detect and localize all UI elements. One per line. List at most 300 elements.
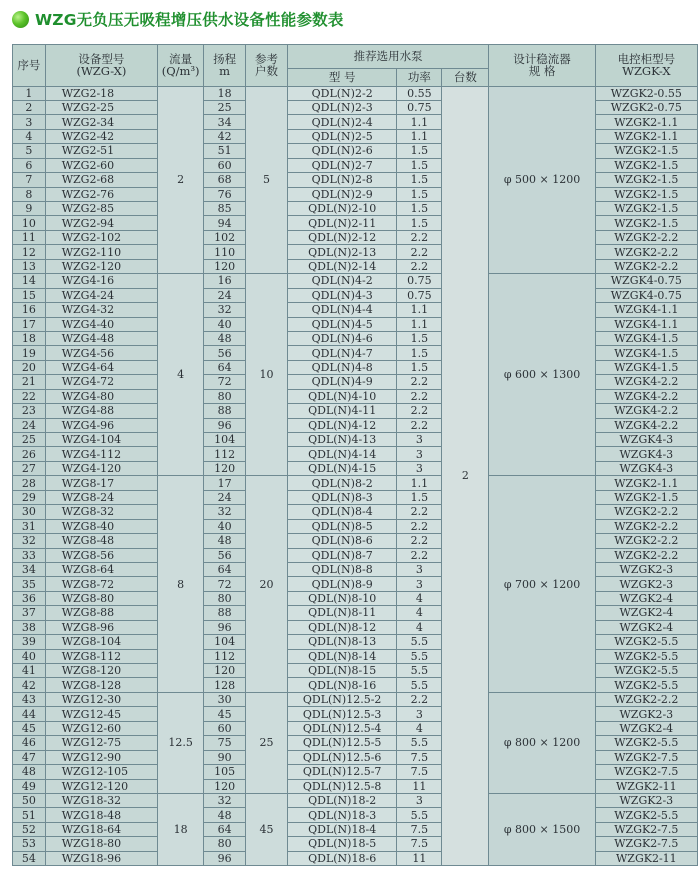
row-pump-power: 4 (397, 606, 442, 620)
header-households (246, 45, 288, 87)
row-head: 24 (204, 288, 246, 302)
table-row (13, 144, 698, 158)
row-pump-power: 0.75 (397, 288, 442, 302)
row-pump-power: 5.5 (397, 808, 442, 822)
group-flow: 12.5 (158, 692, 204, 793)
row-no: 40 (13, 649, 46, 663)
table-header (13, 45, 698, 87)
row-model: WZG4-96 (45, 418, 157, 432)
row-pump-model: QDL(N)2-10 (287, 202, 396, 216)
row-pump-model: QDL(N)4-9 (287, 375, 396, 389)
title-text: WZG无负压无吸程增压供水设备性能参数表 (35, 11, 344, 29)
table-row (13, 346, 698, 360)
row-cabinet: WZGK2-1.5 (595, 144, 697, 158)
row-head: 76 (204, 187, 246, 201)
row-cabinet: WZGK2-11 (595, 851, 697, 865)
row-pump-power: 11 (397, 779, 442, 793)
row-no: 13 (13, 259, 46, 273)
row-pump-power: 1.1 (397, 476, 442, 490)
row-cabinet: WZGK2-4 (595, 721, 697, 735)
row-model: WZG8-72 (45, 577, 157, 591)
row-head: 17 (204, 476, 246, 490)
row-cabinet: WZGK2-7.5 (595, 822, 697, 836)
row-model: WZG8-104 (45, 635, 157, 649)
row-pump-power: 3 (397, 461, 442, 475)
row-pump-model: QDL(N)2-9 (287, 187, 396, 201)
header-flow-label: 流量 (169, 51, 193, 66)
row-model: WZG4-40 (45, 317, 157, 331)
row-cabinet: WZGK4-1.5 (595, 360, 697, 374)
row-model: WZG18-80 (45, 837, 157, 851)
table-row (13, 505, 698, 519)
row-model: WZG8-17 (45, 476, 157, 490)
table-row (13, 288, 698, 302)
row-pump-model: QDL(N)2-2 (287, 86, 396, 100)
group-flow: 4 (158, 274, 204, 476)
row-model: WZG2-94 (45, 216, 157, 230)
pump-qty: 2 (442, 86, 489, 866)
table-row (13, 534, 698, 548)
row-model: WZG12-45 (45, 707, 157, 721)
row-cabinet: WZGK2-11 (595, 779, 697, 793)
row-head: 48 (204, 331, 246, 345)
row-head: 60 (204, 158, 246, 172)
row-pump-power: 2.2 (397, 534, 442, 548)
group-households: 10 (246, 274, 288, 476)
row-pump-model: QDL(N)2-11 (287, 216, 396, 230)
row-cabinet: WZGK4-3 (595, 447, 697, 461)
table-row (13, 129, 698, 143)
performance-table (12, 44, 698, 866)
row-model: WZG18-32 (45, 793, 157, 807)
row-no: 33 (13, 548, 46, 562)
row-model: WZG18-48 (45, 808, 157, 822)
row-no: 6 (13, 158, 46, 172)
row-no: 23 (13, 404, 46, 418)
row-no: 22 (13, 389, 46, 403)
row-head: 88 (204, 606, 246, 620)
row-pump-power: 1.5 (397, 490, 442, 504)
row-pump-power: 1.5 (397, 216, 442, 230)
row-cabinet: WZGK2-1.1 (595, 129, 697, 143)
row-model: WZG4-104 (45, 433, 157, 447)
row-model: WZG18-96 (45, 851, 157, 865)
row-pump-model: QDL(N)8-12 (287, 620, 396, 634)
table-row (13, 303, 698, 317)
row-cabinet: WZGK2-3 (595, 577, 697, 591)
row-cabinet: WZGK2-2.2 (595, 230, 697, 244)
row-model: WZG12-105 (45, 765, 157, 779)
table-row (13, 837, 698, 851)
row-pump-model: QDL(N)2-12 (287, 230, 396, 244)
row-no: 16 (13, 303, 46, 317)
row-pump-model: QDL(N)4-14 (287, 447, 396, 461)
row-cabinet: WZGK2-7.5 (595, 765, 697, 779)
row-cabinet: WZGK2-7.5 (595, 750, 697, 764)
row-cabinet: WZGK2-5.5 (595, 664, 697, 678)
table-row (13, 418, 698, 432)
row-pump-power: 5.5 (397, 664, 442, 678)
table-row (13, 851, 698, 865)
row-head: 112 (204, 649, 246, 663)
row-head: 128 (204, 678, 246, 692)
row-head: 40 (204, 317, 246, 331)
group-households: 25 (246, 692, 288, 793)
header-head (204, 45, 246, 87)
row-model: WZG8-96 (45, 620, 157, 634)
row-pump-model: QDL(N)4-6 (287, 331, 396, 345)
row-no: 42 (13, 678, 46, 692)
row-pump-power: 2.2 (397, 505, 442, 519)
row-cabinet: WZGK2-0.55 (595, 86, 697, 100)
row-pump-model: QDL(N)12.5-4 (287, 721, 396, 735)
row-head: 96 (204, 851, 246, 865)
row-model: WZG4-56 (45, 346, 157, 360)
header-pump-power: 功率 (397, 68, 442, 86)
row-cabinet: WZGK2-1.1 (595, 115, 697, 129)
row-head: 32 (204, 303, 246, 317)
row-model: WZG2-34 (45, 115, 157, 129)
row-no: 15 (13, 288, 46, 302)
row-no: 21 (13, 375, 46, 389)
row-no: 30 (13, 505, 46, 519)
row-pump-power: 7.5 (397, 822, 442, 836)
row-cabinet: WZGK2-2.2 (595, 259, 697, 273)
table-row (13, 389, 698, 403)
table-row (13, 548, 698, 562)
row-head: 24 (204, 490, 246, 504)
row-no: 48 (13, 765, 46, 779)
row-cabinet: WZGK4-1.5 (595, 331, 697, 345)
table-row (13, 664, 698, 678)
row-cabinet: WZGK2-2.2 (595, 534, 697, 548)
group-households: 5 (246, 86, 288, 274)
row-pump-model: QDL(N)2-13 (287, 245, 396, 259)
row-no: 41 (13, 664, 46, 678)
row-pump-power: 4 (397, 591, 442, 605)
header-households-label: 参考 (255, 51, 279, 66)
row-cabinet: WZGK2-2.2 (595, 245, 697, 259)
row-head: 48 (204, 534, 246, 548)
table-row (13, 245, 698, 259)
row-pump-model: QDL(N)2-5 (287, 129, 396, 143)
row-head: 32 (204, 793, 246, 807)
row-head: 56 (204, 548, 246, 562)
row-pump-power: 2.2 (397, 230, 442, 244)
row-no: 26 (13, 447, 46, 461)
row-model: WZG2-42 (45, 129, 157, 143)
row-head: 56 (204, 346, 246, 360)
row-head: 104 (204, 433, 246, 447)
row-model: WZG8-56 (45, 548, 157, 562)
row-model: WZG12-60 (45, 721, 157, 735)
row-pump-power: 2.2 (397, 418, 442, 432)
row-pump-power: 2.2 (397, 375, 442, 389)
row-no: 45 (13, 721, 46, 735)
row-model: WZG2-51 (45, 144, 157, 158)
row-pump-power: 0.55 (397, 86, 442, 100)
row-cabinet: WZGK4-1.5 (595, 346, 697, 360)
row-head: 68 (204, 173, 246, 187)
row-model: WZG4-72 (45, 375, 157, 389)
row-head: 18 (204, 86, 246, 100)
row-pump-power: 1.5 (397, 144, 442, 158)
header-flow-unit: (Q/m³) (161, 64, 200, 79)
row-cabinet: WZGK2-3 (595, 707, 697, 721)
row-pump-power: 1.1 (397, 303, 442, 317)
row-no: 2 (13, 100, 46, 114)
row-model: WZG8-40 (45, 519, 157, 533)
row-cabinet: WZGK2-5.5 (595, 808, 697, 822)
row-pump-model: QDL(N)8-7 (287, 548, 396, 562)
row-model: WZG8-112 (45, 649, 157, 663)
row-cabinet: WZGK2-1.5 (595, 173, 697, 187)
table-body (13, 86, 698, 866)
table-row (13, 562, 698, 576)
row-no: 46 (13, 736, 46, 750)
row-cabinet: WZGK2-3 (595, 793, 697, 807)
row-no: 53 (13, 837, 46, 851)
row-pump-power: 7.5 (397, 837, 442, 851)
row-pump-power: 2.2 (397, 404, 442, 418)
row-head: 48 (204, 808, 246, 822)
row-pump-model: QDL(N)4-4 (287, 303, 396, 317)
row-pump-model: QDL(N)4-8 (287, 360, 396, 374)
table-row (13, 317, 698, 331)
row-no: 52 (13, 822, 46, 836)
row-head: 102 (204, 230, 246, 244)
row-pump-model: QDL(N)2-6 (287, 144, 396, 158)
group-stabilizer: φ 600 × 1300 (489, 274, 595, 476)
table-row (13, 635, 698, 649)
row-no: 54 (13, 851, 46, 865)
row-head: 94 (204, 216, 246, 230)
row-pump-model: QDL(N)4-11 (287, 404, 396, 418)
row-no: 34 (13, 562, 46, 576)
row-model: WZG4-64 (45, 360, 157, 374)
table-row (13, 606, 698, 620)
table-row (13, 490, 698, 504)
row-model: WZG4-32 (45, 303, 157, 317)
row-head: 16 (204, 274, 246, 288)
row-pump-model: QDL(N)8-6 (287, 534, 396, 548)
row-model: WZG4-88 (45, 404, 157, 418)
row-model: WZG12-75 (45, 736, 157, 750)
row-pump-power: 1.5 (397, 331, 442, 345)
row-pump-model: QDL(N)18-6 (287, 851, 396, 865)
row-head: 85 (204, 202, 246, 216)
row-model: WZG8-24 (45, 490, 157, 504)
row-pump-power: 11 (397, 851, 442, 865)
row-no: 47 (13, 750, 46, 764)
table-row (13, 707, 698, 721)
row-model: WZG8-128 (45, 678, 157, 692)
row-model: WZG8-80 (45, 591, 157, 605)
row-no: 18 (13, 331, 46, 345)
row-pump-model: QDL(N)4-2 (287, 274, 396, 288)
table-row (13, 187, 698, 201)
header-pump-qty: 台数 (442, 68, 489, 86)
row-pump-model: QDL(N)2-14 (287, 259, 396, 273)
row-pump-model: QDL(N)18-2 (287, 793, 396, 807)
row-cabinet: WZGK2-2.2 (595, 505, 697, 519)
row-cabinet: WZGK2-3 (595, 562, 697, 576)
row-model: WZG8-48 (45, 534, 157, 548)
table-row (13, 461, 698, 475)
row-model: WZG8-120 (45, 664, 157, 678)
row-pump-model: QDL(N)4-10 (287, 389, 396, 403)
row-no: 17 (13, 317, 46, 331)
header-cabinet (595, 45, 697, 87)
row-head: 96 (204, 620, 246, 634)
row-no: 10 (13, 216, 46, 230)
table-row (13, 721, 698, 735)
row-pump-model: QDL(N)18-4 (287, 822, 396, 836)
table-row (13, 519, 698, 533)
row-cabinet: WZGK2-7.5 (595, 837, 697, 851)
row-no: 35 (13, 577, 46, 591)
row-pump-power: 3 (397, 793, 442, 807)
row-pump-power: 5.5 (397, 736, 442, 750)
header-pump-model: 型 号 (287, 68, 396, 86)
group-stabilizer: φ 800 × 1200 (489, 692, 595, 793)
row-pump-model: QDL(N)4-3 (287, 288, 396, 302)
row-pump-model: QDL(N)12.5-7 (287, 765, 396, 779)
row-head: 30 (204, 692, 246, 706)
table-row (13, 216, 698, 230)
row-head: 105 (204, 765, 246, 779)
row-cabinet: WZGK4-3 (595, 433, 697, 447)
row-no: 50 (13, 793, 46, 807)
row-cabinet: WZGK4-2.2 (595, 418, 697, 432)
row-no: 28 (13, 476, 46, 490)
row-no: 7 (13, 173, 46, 187)
row-model: WZG4-80 (45, 389, 157, 403)
row-pump-power: 4 (397, 620, 442, 634)
row-head: 64 (204, 360, 246, 374)
row-pump-model: QDL(N)2-4 (287, 115, 396, 129)
row-head: 40 (204, 519, 246, 533)
row-pump-model: QDL(N)8-2 (287, 476, 396, 490)
row-pump-power: 2.2 (397, 389, 442, 403)
row-head: 75 (204, 736, 246, 750)
row-pump-power: 1.1 (397, 317, 442, 331)
row-model: WZG8-88 (45, 606, 157, 620)
row-pump-power: 0.75 (397, 100, 442, 114)
header-pump-group: 推荐选用水泵 (287, 45, 488, 69)
row-pump-power: 3 (397, 447, 442, 461)
header-model-sub: (WZG-X) (76, 64, 127, 79)
table-row (13, 447, 698, 461)
row-model: WZG4-24 (45, 288, 157, 302)
row-cabinet: WZGK2-5.5 (595, 736, 697, 750)
row-head: 90 (204, 750, 246, 764)
row-pump-power: 1.5 (397, 202, 442, 216)
row-model: WZG12-120 (45, 779, 157, 793)
row-pump-model: QDL(N)18-5 (287, 837, 396, 851)
row-no: 3 (13, 115, 46, 129)
row-head: 88 (204, 404, 246, 418)
table-row (13, 274, 698, 288)
row-head: 96 (204, 418, 246, 432)
group-households: 45 (246, 793, 288, 865)
row-no: 9 (13, 202, 46, 216)
row-pump-power: 3 (397, 433, 442, 447)
row-no: 25 (13, 433, 46, 447)
row-cabinet: WZGK2-1.5 (595, 490, 697, 504)
row-pump-model: QDL(N)8-9 (287, 577, 396, 591)
bullet-ball-icon (12, 11, 29, 28)
row-head: 64 (204, 822, 246, 836)
table-row (13, 765, 698, 779)
row-model: WZG4-120 (45, 461, 157, 475)
table-row (13, 375, 698, 389)
row-no: 20 (13, 360, 46, 374)
row-pump-power: 2.2 (397, 519, 442, 533)
row-no: 11 (13, 230, 46, 244)
table-row (13, 736, 698, 750)
row-pump-model: QDL(N)8-8 (287, 562, 396, 576)
group-stabilizer: φ 700 × 1200 (489, 476, 595, 693)
row-cabinet: WZGK2-5.5 (595, 635, 697, 649)
row-cabinet: WZGK4-2.2 (595, 389, 697, 403)
table-row (13, 360, 698, 374)
row-pump-model: QDL(N)12.5-3 (287, 707, 396, 721)
row-cabinet: WZGK2-1.5 (595, 158, 697, 172)
row-no: 27 (13, 461, 46, 475)
row-model: WZG2-110 (45, 245, 157, 259)
header-head-unit: m (219, 64, 231, 79)
header-cabinet-sub: WZGK-X (622, 64, 671, 79)
row-pump-model: QDL(N)2-7 (287, 158, 396, 172)
row-pump-power: 5.5 (397, 635, 442, 649)
row-pump-model: QDL(N)8-10 (287, 591, 396, 605)
header-model (45, 45, 157, 87)
table-row (13, 115, 698, 129)
row-cabinet: WZGK2-5.5 (595, 678, 697, 692)
row-no: 38 (13, 620, 46, 634)
row-pump-model: QDL(N)4-13 (287, 433, 396, 447)
row-head: 51 (204, 144, 246, 158)
table-row (13, 86, 698, 100)
row-pump-power: 2.2 (397, 259, 442, 273)
row-model: WZG8-32 (45, 505, 157, 519)
row-pump-power: 4 (397, 721, 442, 735)
group-flow: 18 (158, 793, 204, 865)
table-row (13, 822, 698, 836)
row-pump-model: QDL(N)12.5-6 (287, 750, 396, 764)
row-head: 45 (204, 707, 246, 721)
row-no: 8 (13, 187, 46, 201)
row-cabinet: WZGK4-1.1 (595, 317, 697, 331)
header-flow (158, 45, 204, 87)
row-head: 42 (204, 129, 246, 143)
row-pump-model: QDL(N)2-8 (287, 173, 396, 187)
row-cabinet: WZGK4-0.75 (595, 274, 697, 288)
table-row (13, 678, 698, 692)
row-pump-power: 1.1 (397, 115, 442, 129)
row-no: 14 (13, 274, 46, 288)
row-cabinet: WZGK4-2.2 (595, 404, 697, 418)
row-pump-power: 0.75 (397, 274, 442, 288)
row-pump-power: 1.5 (397, 187, 442, 201)
table-row (13, 591, 698, 605)
group-stabilizer: φ 500 × 1200 (489, 86, 595, 274)
header-no: 序号 (13, 45, 46, 87)
row-pump-model: QDL(N)12.5-5 (287, 736, 396, 750)
table-row (13, 100, 698, 114)
row-no: 51 (13, 808, 46, 822)
